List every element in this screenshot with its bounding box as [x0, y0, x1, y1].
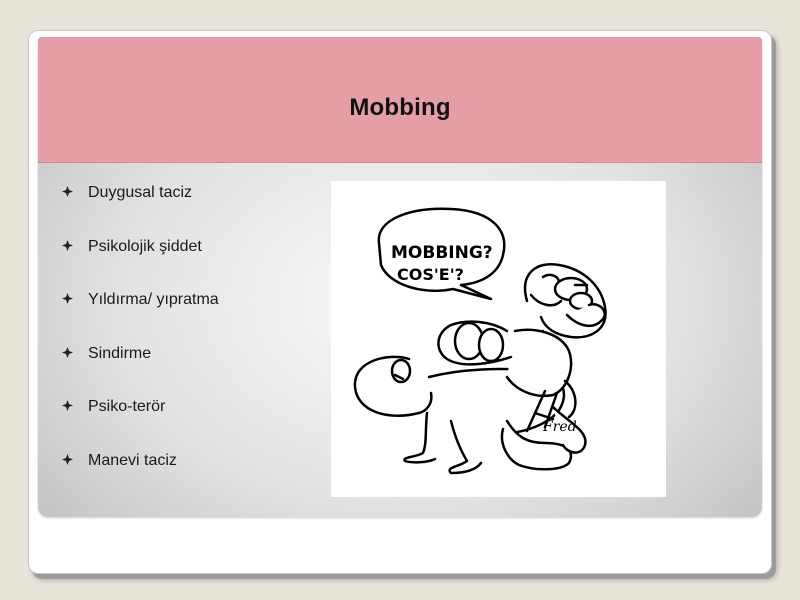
- slide-footer-area: [38, 520, 762, 566]
- diamond-bullet-icon: [62, 186, 73, 197]
- slide-title: Mobbing: [349, 94, 451, 121]
- diamond-bullet-icon: [62, 240, 73, 251]
- speech-line-1: MOBBING?: [391, 243, 493, 263]
- mobbing-cartoon: [331, 181, 666, 497]
- speech-line-2: COS'E'?: [397, 265, 464, 284]
- artist-signature: Fred: [543, 419, 577, 435]
- bullet-text: Sindirme: [88, 344, 152, 362]
- bullet-text: Psiko-terör: [88, 398, 166, 415]
- diamond-bullet-icon: [62, 400, 73, 411]
- title-band: [38, 37, 762, 163]
- bullet-text: Psikolojik şiddet: [88, 237, 202, 255]
- slide: [38, 37, 762, 517]
- bullet-text: Yıldırma/ yıpratma: [88, 291, 219, 308]
- cartoon-drawing: [331, 181, 666, 497]
- bullet-text: Manevi taciz: [88, 451, 177, 469]
- diamond-bullet-icon: [62, 454, 73, 465]
- bullet-text: Duygusal taciz: [88, 184, 193, 201]
- diamond-bullet-icon: [62, 293, 73, 304]
- diamond-bullet-icon: [62, 347, 73, 358]
